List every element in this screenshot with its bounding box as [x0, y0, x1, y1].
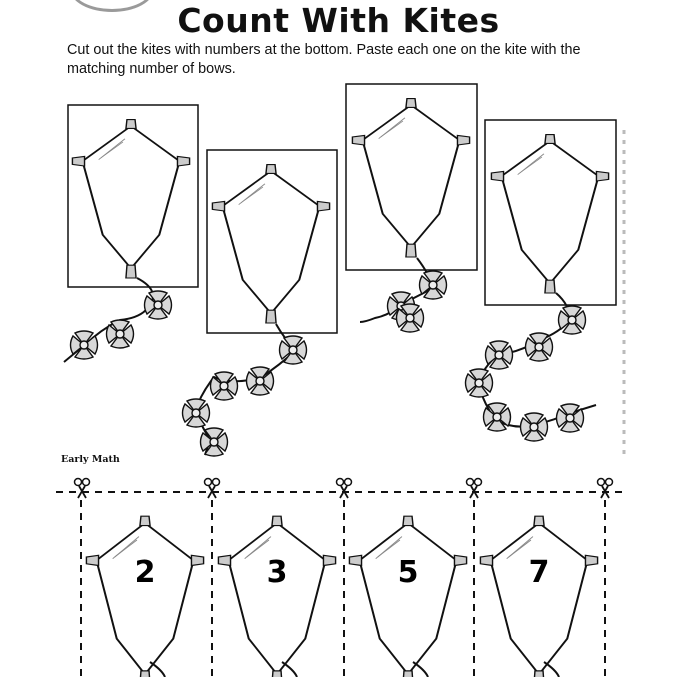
bow: [521, 413, 548, 441]
scissors-icon: [467, 479, 482, 499]
cutout-kite-2: [218, 516, 335, 677]
early-math-label: Early Math: [61, 454, 120, 465]
scissors-icon: [337, 479, 352, 499]
bow: [559, 306, 586, 334]
bow: [486, 341, 513, 369]
scissors-icon: [75, 479, 90, 499]
scissors-icon: [598, 479, 613, 499]
bow: [145, 291, 172, 319]
bow: [183, 399, 210, 427]
instructions-text: Cut out the kites with numbers at the bottom. Paste each one on the kite with the matching number of bows.: [67, 42, 581, 77]
bow: [420, 271, 447, 299]
cutout-number-1: 2: [134, 555, 156, 590]
cutout-kite-1: [86, 516, 203, 677]
page-title: Count With Kites: [177, 1, 500, 40]
cutout-number-4: 7: [528, 555, 550, 590]
bow: [557, 404, 584, 432]
cutout-kite-4: [480, 516, 597, 677]
cutout-number-3: 5: [397, 555, 419, 590]
scissors-icon: [205, 479, 220, 499]
bow: [71, 331, 98, 359]
cutout-number-2: 3: [266, 555, 288, 590]
cutout-kite-3: [349, 516, 466, 677]
bow: [466, 369, 493, 397]
